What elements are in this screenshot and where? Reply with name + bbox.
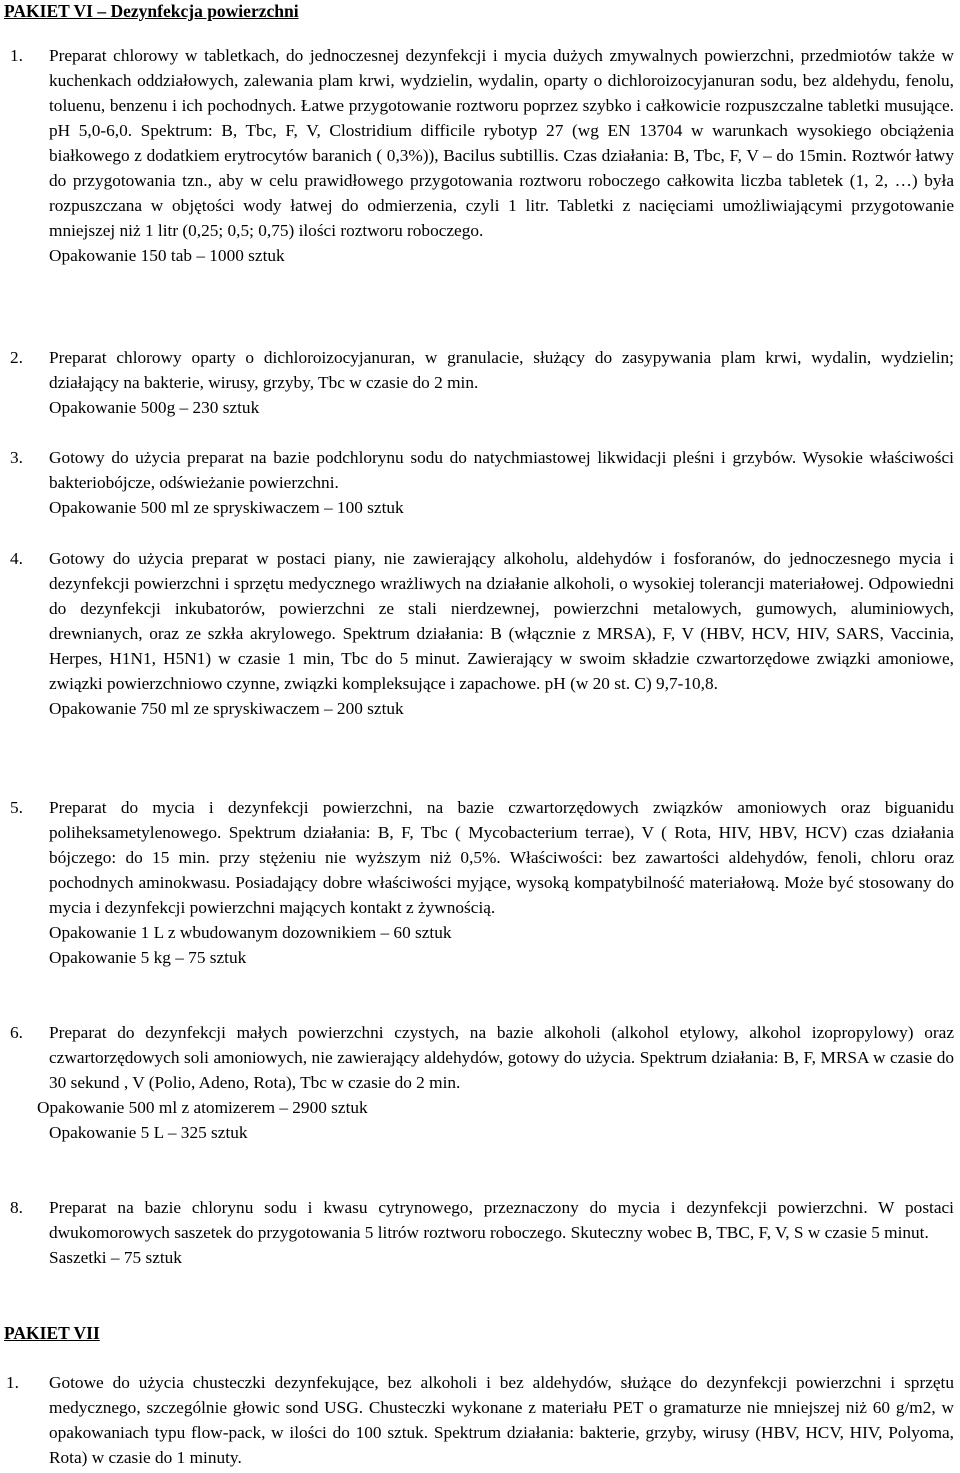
item-description: Gotowy do użycia preparat na bazie podchlorynu sodu do natychmiastowej likwidacji pleśni i grzybów. Wysokie właściwości bakteriobójcze, odświeżanie powierzchni. — [49, 448, 954, 492]
section-heading-pakiet-vii: PAKIET VII — [4, 1323, 100, 1343]
list-item-vi-2 — [10, 345, 954, 420]
packaging-line: Opakowanie 1 L z wbudowanym dozownikiem – 60 sztuk — [49, 923, 452, 942]
packaging-line: Opakowanie 500 ml ze spryskiwaczem – 100 sztuk — [49, 498, 404, 517]
item-number: 2. — [10, 348, 23, 367]
list-item-vi-8 — [10, 1195, 954, 1270]
list-item-vi-4 — [10, 546, 954, 721]
item-description: Preparat chlorowy w tabletkach, do jednoczesnej dezynfekcji i mycia dużych zmywalnych powierzchni, przedmiotów także w kuchenkach oddziałowych, zalewania plam krwi, wydzielin, wydalin, oparty o dichloroizocyjanuran sodu, bez aldehydu, fenolu, toluenu, benzenu i ich pochodnych. Łatwe przygotowanie roztworu poprzez szybko i całkowicie rozpuszczalne tabletki musujące. pH 5,0-6,0. Spektrum: B, Tbc, F, V, Clostridium difficile rybotyp 27 (wg EN 13704 w warunkach wysokiego obciążenia białkowego z dodatkiem erytrocytów baranich ( 0,3%)), Bacilus subtillis. Czas działania: B, Tbc, F, V – do 15min. Roztwór łatwy do przygotowania tzn., aby w celu prawidłowego przygotowania roztworu roboczego całkowita liczba tabletek (1, 2, …) była rozpuszczana w objętości wody łatwej do odmierzenia, czyli 1 litr. Tabletki z nacięciami umożliwiającymi przygotowanie mniejszej niż 1 litr (0,25; 0,5; 0,75) ilości roztworu roboczego. — [49, 46, 954, 240]
list-item-vi-3 — [10, 445, 954, 520]
item-description: Gotowy do użycia preparat w postaci piany, nie zawierający alkoholu, aldehydów i fosforanów, do jednoczesnego mycia i dezynfekcji powierzchni i sprzętu medycznego wrażliwych na działanie alkoholi, o wysokiej tolerancji materiałowej. Odpowiedni do dezynfekcji inkubatorów, powierzchni ze stali nierdzewnej, powierzchni metalowych, gumowych, aluminiowych, drewnianych, oraz ze szkła akrylowego. Spektrum działania: B (włącznie z MRSA), F, V (HBV, HCV, HIV, SARS, Vaccinia, Herpes, H1N1, H5N1) w czasie 1 min, Tbc do 5 minut. Zawierający w swoim składzie czwartorzędowe związki amoniowe, związki powierzchniowo czynne, związki kompleksujące i zapachowe. pH (w 20 st. C) 9,7-10,8. — [49, 549, 954, 693]
item-number: 4. — [10, 549, 23, 568]
item-description: Preparat do dezynfekcji małych powierzchni czystych, na bazie alkoholi (alkohol etylowy, alkohol izopropylowy) oraz czwartorzędowych soli amoniowych, nie zawierający aldehydów, gotowy do użycia. Spektrum działania: B, F, MRSA w czasie do 30 sekund , V (Polio, Adeno, Rota), Tbc w czasie do 2 min. — [49, 1023, 954, 1092]
packaging-line: Saszetki – 75 sztuk — [49, 1248, 182, 1267]
packaging-line: Opakowanie 150 tab – 1000 sztuk — [49, 246, 285, 265]
item-number: 1. — [6, 1373, 19, 1392]
packaging-line: Opakowanie 750 ml ze spryskiwaczem – 200 sztuk — [49, 699, 404, 718]
packaging-line: Opakowanie 500g – 230 sztuk — [49, 398, 260, 417]
item-number: 3. — [10, 448, 23, 467]
list-item-vii-1 — [6, 1370, 954, 1470]
item-description: Gotowe do użycia chusteczki dezynfekujące, bez alkoholi i bez aldehydów, służące do dezynfekcji powierzchni i sprzętu medycznego, szczególnie głowic sond USG. Chusteczki wykonane z materiału PET o gramaturze nie mniejszej niż 60 g/m2, w opakowaniach typu flow-pack, w ilości do 100 sztuk. Spektrum działania: bakterie, grzyby, wirusy (HBV, HCV, HIV, Polyoma, Rota) w czasie do 1 minuty. — [49, 1373, 954, 1467]
item-description: Preparat chlorowy oparty o dichloroizocyjanuran, w granulacie, służący do zasypywania plam krwi, wydalin, wydzielin; działający na bakterie, wirusy, grzyby, Tbc w czasie do 2 min. — [49, 348, 954, 392]
section-heading-pakiet-vi: PAKIET VI – Dezynfekcja powierzchni — [4, 1, 299, 21]
packaging-line: Opakowanie 500 ml z atomizerem – 2900 sztuk — [37, 1098, 368, 1117]
item-description: Preparat do mycia i dezynfekcji powierzchni, na bazie czwartorzędowych związków amoniowych oraz biguanidu poliheksametylenowego. Spektrum działania: B, F, Tbc ( Mycobacterium terrae), V ( Rota, HIV, HBV, HCV) czas działania bójczego: do 15 min. przy stężeniu nie wyższym niż 0,5%. Właściwości: bez zawartości aldehydów, fenoli, chloru oraz pochodnych aminokwasu. Posiadający dobre właściwości myjące, wysoką kompatybilność materiałową. Może być stosowany do mycia i dezynfekcji powierzchni mających kontakt z żywnością. — [49, 798, 954, 917]
item-description: Preparat na bazie chlorynu sodu i kwasu cytrynowego, przeznaczony do mycia i dezynfekcji powierzchni. W postaci dwukomorowych saszetek do przygotowania 5 litrów roztworu roboczego. Skuteczny wobec B, TBC, F, V, S w czasie 5 minut. — [49, 1198, 954, 1242]
packaging-line: Opakowanie 5 L – 325 sztuk — [49, 1123, 248, 1142]
list-item-vi-6 — [10, 1020, 954, 1145]
list-item-vi-5 — [10, 795, 954, 970]
list-item-vi-1 — [10, 43, 954, 268]
item-number: 1. — [10, 46, 23, 65]
item-number: 8. — [10, 1198, 23, 1217]
item-number: 5. — [10, 798, 23, 817]
packaging-line: Opakowanie 5 kg – 75 sztuk — [49, 948, 247, 967]
item-number: 6. — [10, 1023, 23, 1042]
